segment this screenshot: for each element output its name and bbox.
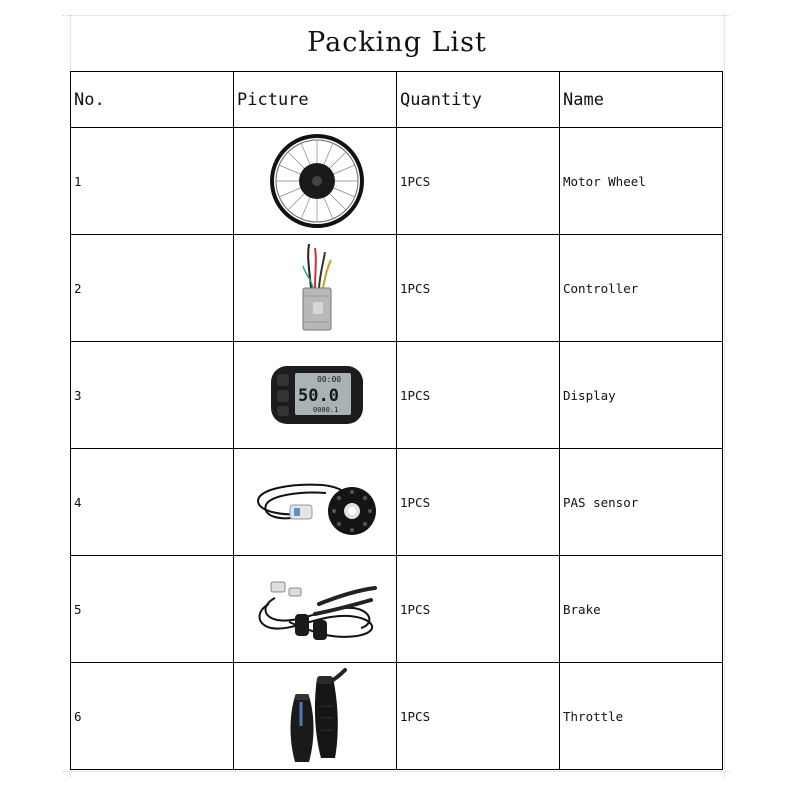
cell-quantity: 1PCS: [397, 449, 560, 556]
motor-wheel-icon: [267, 131, 367, 231]
cell-picture: [234, 556, 397, 663]
cell-no: 5: [71, 556, 234, 663]
cell-quantity: 1PCS: [397, 663, 560, 770]
column-header-quantity: Quantity: [397, 72, 560, 128]
column-header-picture: Picture: [234, 72, 397, 128]
sheet-gridline: [724, 15, 725, 777]
cell-picture: [234, 235, 397, 342]
display-readout-speed: 50.0: [297, 386, 339, 406]
throttle-icon: [277, 666, 357, 766]
brake-icon: [249, 574, 384, 644]
sheet-gridline: [62, 771, 730, 772]
cell-no: 3: [71, 342, 234, 449]
cell-name: Brake: [560, 556, 723, 663]
cell-quantity: 1PCS: [397, 235, 560, 342]
display-icon: [267, 360, 367, 430]
pas-sensor-icon: [252, 467, 382, 537]
cell-no: 4: [71, 449, 234, 556]
cell-picture: [234, 128, 397, 235]
packing-sheet: [70, 15, 724, 771]
cell-no: 2: [71, 235, 234, 342]
column-header-no: No.: [71, 72, 234, 128]
table-row: [71, 449, 723, 556]
packing-table: [70, 71, 723, 770]
display-readout-bottom: 0000.1: [312, 406, 338, 414]
cell-quantity: 1PCS: [397, 342, 560, 449]
column-header-name: Name: [560, 72, 723, 128]
table-row: [71, 556, 723, 663]
cell-no: 6: [71, 663, 234, 770]
cell-picture: [234, 663, 397, 770]
sheet-gridline: [62, 15, 730, 16]
cell-quantity: 1PCS: [397, 128, 560, 235]
cell-quantity: 1PCS: [397, 556, 560, 663]
controller-icon: [287, 238, 347, 338]
cell-name: Display: [560, 342, 723, 449]
table-row: [71, 663, 723, 770]
cell-no: 1: [71, 128, 234, 235]
cell-picture: [234, 342, 397, 449]
cell-name: PAS sensor: [560, 449, 723, 556]
table-row: [71, 235, 723, 342]
table-row: [71, 342, 723, 449]
display-readout-top: 00:00: [316, 375, 341, 384]
page-title: Packing List: [307, 27, 487, 58]
table-row: [71, 128, 723, 235]
cell-name: Motor Wheel: [560, 128, 723, 235]
cell-name: Controller: [560, 235, 723, 342]
cell-picture: [234, 449, 397, 556]
cell-name: Throttle: [560, 663, 723, 770]
table-header-row: [71, 72, 723, 128]
